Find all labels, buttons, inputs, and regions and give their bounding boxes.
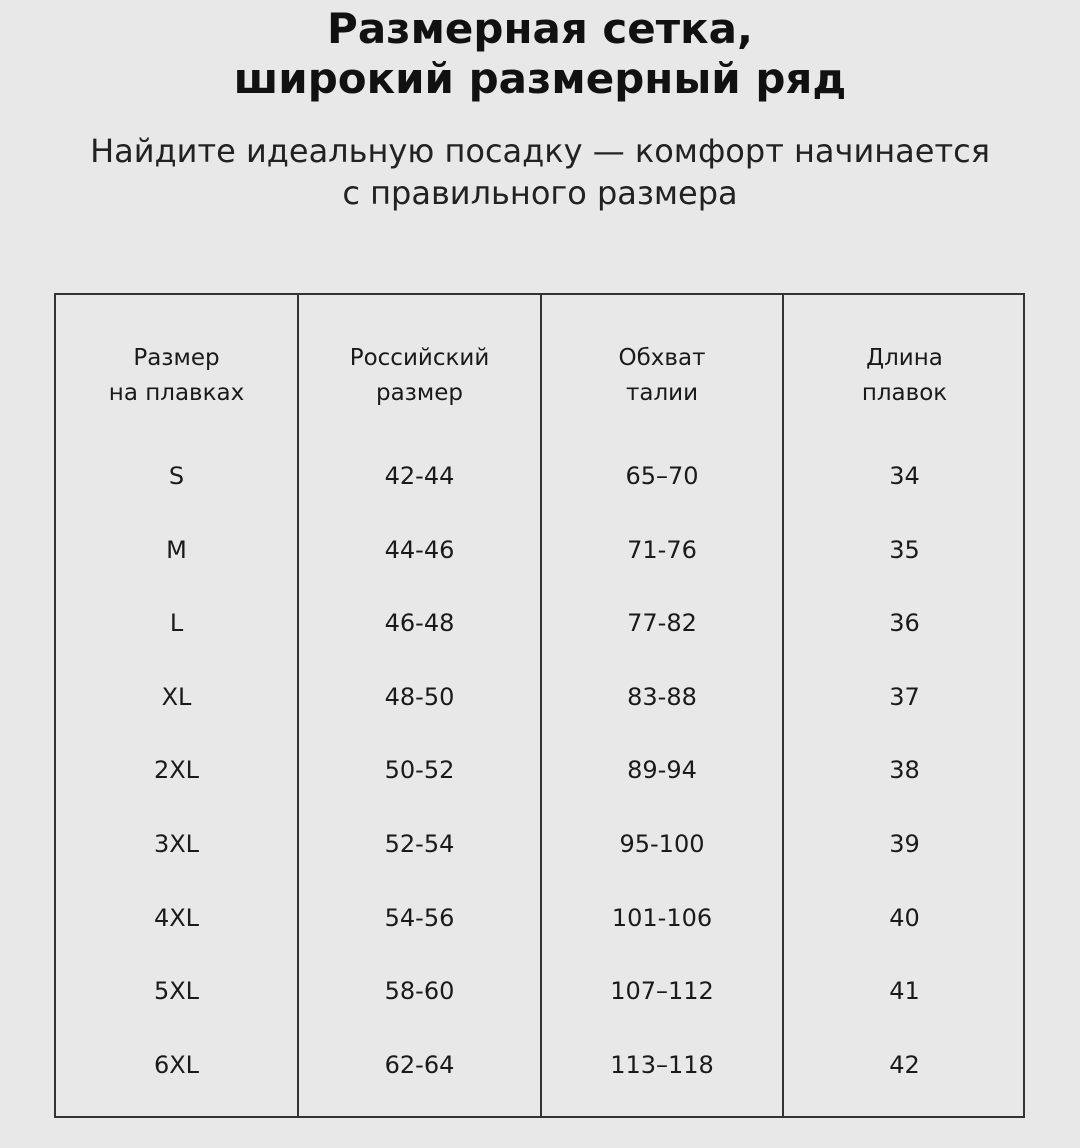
cell-waist: 113–118	[610, 1051, 714, 1079]
cell-length: 42	[889, 1051, 920, 1079]
cell-russian-size: 50-52	[384, 756, 455, 784]
cell-waist: 101-106	[611, 904, 713, 932]
cell-waist: 107–112	[610, 977, 714, 1005]
cell-waist: 71-76	[627, 536, 697, 564]
cell-russian-size: 52-54	[384, 830, 455, 858]
title-line-2: широкий размерный ряд	[233, 54, 847, 103]
cell-waist: 89-94	[627, 756, 697, 784]
cell-trunks-size: 4XL	[153, 904, 200, 932]
cell-russian-size: 54-56	[384, 904, 455, 932]
cell-trunks-size: 2XL	[153, 756, 200, 784]
cell-trunks-size: XL	[161, 683, 192, 711]
cell-length: 36	[889, 609, 920, 637]
cell-length: 35	[889, 536, 920, 564]
cell-russian-size: 46-48	[384, 609, 455, 637]
cell-length: 39	[889, 830, 920, 858]
cell-russian-size: 42-44	[384, 462, 455, 490]
page-title	[0, 4, 1080, 104]
header-russian-size-line: размер	[375, 380, 464, 406]
size-table	[54, 293, 1025, 1118]
page-subtitle	[0, 130, 1080, 214]
cell-waist: 77-82	[627, 609, 697, 637]
cell-trunks-size: S	[168, 462, 185, 490]
cell-waist: 83-88	[627, 683, 697, 711]
cell-length: 37	[889, 683, 920, 711]
header-size-on-trunks-line: Размер	[133, 345, 220, 371]
header-russian-size-line: Российский	[349, 345, 490, 371]
cell-waist: 65–70	[625, 462, 699, 490]
cell-trunks-size: M	[166, 536, 187, 564]
header-waist-line: Обхват	[618, 345, 706, 371]
cell-trunks-size: L	[169, 609, 184, 637]
title-line-1: Размерная сетка,	[327, 4, 753, 53]
header-trunks-length-line: Длина	[866, 345, 943, 371]
header-size-on-trunks-line: на плавках	[108, 380, 245, 406]
cell-length: 34	[889, 462, 920, 490]
cell-length: 38	[889, 756, 920, 784]
cell-length: 40	[889, 904, 920, 932]
subtitle-line-1: Найдите идеальную посадку — комфорт начинается	[90, 132, 990, 170]
header-waist	[542, 341, 782, 411]
cell-trunks-size: 5XL	[153, 977, 200, 1005]
cell-russian-size: 44-46	[384, 536, 455, 564]
header-waist-line: талии	[625, 380, 699, 406]
cell-waist: 95-100	[619, 830, 705, 858]
cell-trunks-size: 6XL	[153, 1051, 200, 1079]
cell-russian-size: 62-64	[384, 1051, 455, 1079]
header-russian-size	[299, 341, 540, 411]
cell-russian-size: 48-50	[384, 683, 455, 711]
header-trunks-length	[784, 341, 1025, 411]
header-trunks-length-line: плавок	[861, 380, 948, 406]
subtitle-line-2: с правильного размера	[342, 174, 738, 212]
cell-trunks-size: 3XL	[153, 830, 200, 858]
cell-russian-size: 58-60	[384, 977, 455, 1005]
cell-length: 41	[889, 977, 920, 1005]
header-size-on-trunks	[56, 341, 297, 411]
